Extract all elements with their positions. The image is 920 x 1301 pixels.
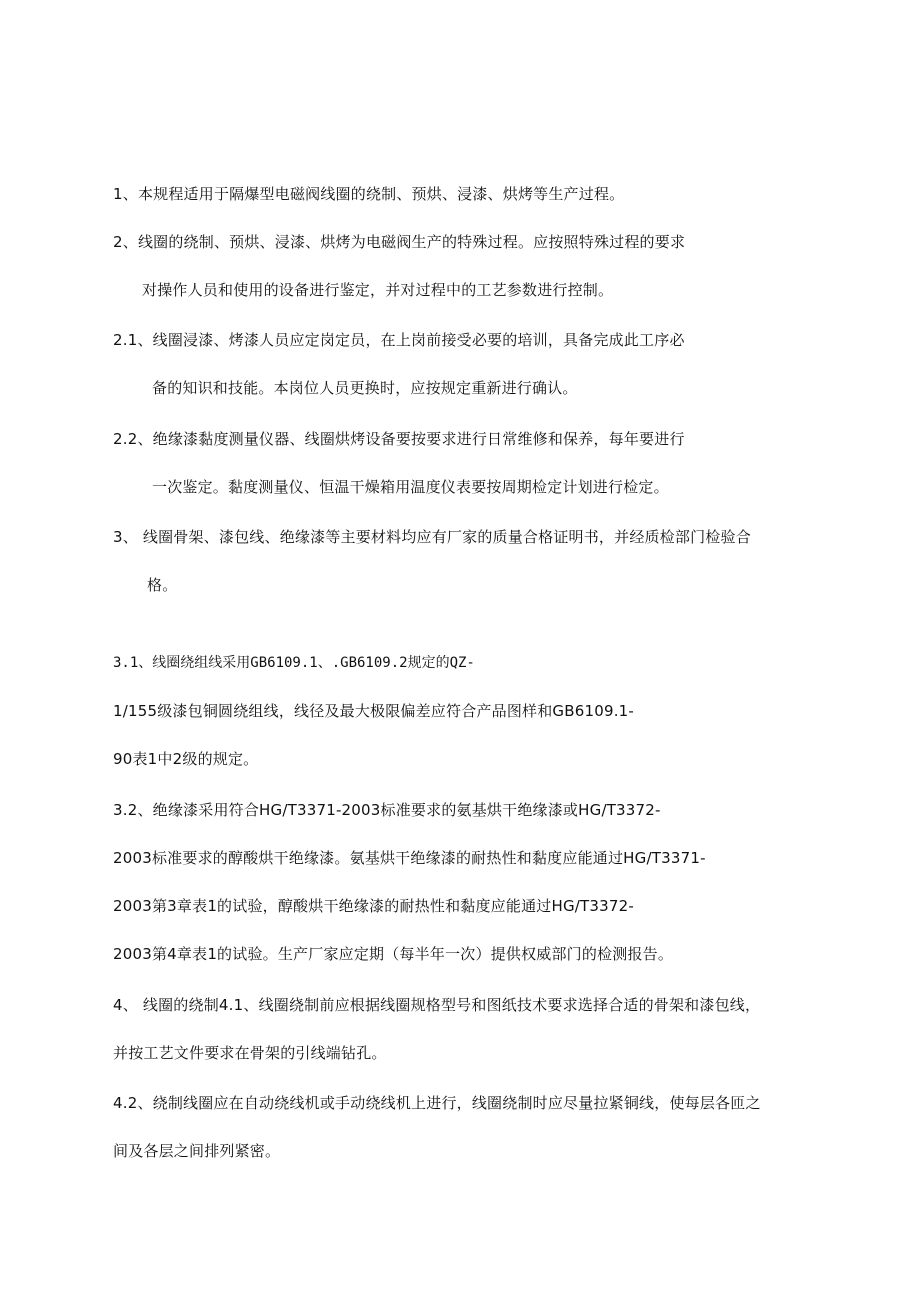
paragraph-4-2-line-2: 间及各层之间排列紧密。 — [113, 1142, 281, 1160]
paragraph-2-line-2: 对操作人员和使用的设备进行鉴定，并对过程中的工艺参数进行控制。 — [142, 281, 614, 299]
paragraph-2-1-line-1: 2.1、线圈浸漆、烤漆人员应定岗定员，在上岗前接受必要的培训，具备完成此工序必 — [113, 331, 685, 349]
paragraph-3-line-2: 格。 — [147, 576, 178, 594]
paragraph-1: 1、本规程适用于隔爆型电磁阀线圈的绕制、预烘、浸漆、烘烤等生产过程。 — [113, 185, 625, 203]
paragraph-2-2-line-1: 2.2、绝缘漆黏度测量仪器、线圈烘烤设备要按要求进行日常维修和保养，每年要进行 — [113, 430, 685, 448]
paragraph-3-1-line-2: 1/155级漆包铜圆绕组线，线径及最大极限偏差应符合产品图样和GB6109.1- — [113, 702, 635, 720]
paragraph-2-1-line-2: 备的知识和技能。本岗位人员更换时，应按规定重新进行确认。 — [152, 379, 578, 397]
paragraph-3-1-line-3: 90表1中2级的规定。 — [113, 750, 259, 768]
paragraph-3-2-line-3: 2003第3章表1的试验，醇酸烘干绝缘漆的耐热性和黏度应能通过HG/T3372- — [113, 897, 634, 915]
paragraph-2-2-line-2: 一次鉴定。黏度测量仪、恒温干燥箱用温度仪表要按周期检定计划进行检定。 — [152, 478, 669, 496]
paragraph-3-2-line-4: 2003第4章表1的试验。生产厂家应定期（每半年一次）提供权威部门的检测报告。 — [113, 945, 674, 963]
paragraph-3-2-line-2: 2003标准要求的醇酸烘干绝缘漆。氨基烘干绝缘漆的耐热性和黏度应能通过HG/T3371- — [113, 849, 706, 867]
paragraph-2-line-1: 2、线圈的绕制、预烘、浸漆、烘烤为电磁阀生产的特殊过程。应按照特殊过程的要求 — [113, 233, 686, 251]
paragraph-3-line-1: 3、 线圈骨架、漆包线、绝缘漆等主要材料均应有厂家的质量合格证明书，并经质检部门检验合 — [113, 528, 751, 546]
paragraph-4-line-1: 4、 线圈的绕制4.1、线圈绕制前应根据线圈规格型号和图纸技术要求选择合适的骨架和漆包线， — [113, 996, 761, 1014]
paragraph-3-1-line-1: 3.1、线圈绕组线采用GB6109.1、.GB6109.2规定的QZ- — [113, 655, 475, 671]
paragraph-4-2-line-1: 4.2、绕制线圈应在自动绕线机或手动绕线机上进行，线圈绕制时应尽量拉紧铜线，使每层各匝之 — [113, 1094, 761, 1112]
paragraph-3-2-line-1: 3.2、绝缘漆采用符合HG/T3371-2003标准要求的氨基烘干绝缘漆或HG/T3372- — [113, 801, 661, 819]
paragraph-4-line-2: 并按工艺文件要求在骨架的引线端钻孔。 — [113, 1044, 387, 1062]
